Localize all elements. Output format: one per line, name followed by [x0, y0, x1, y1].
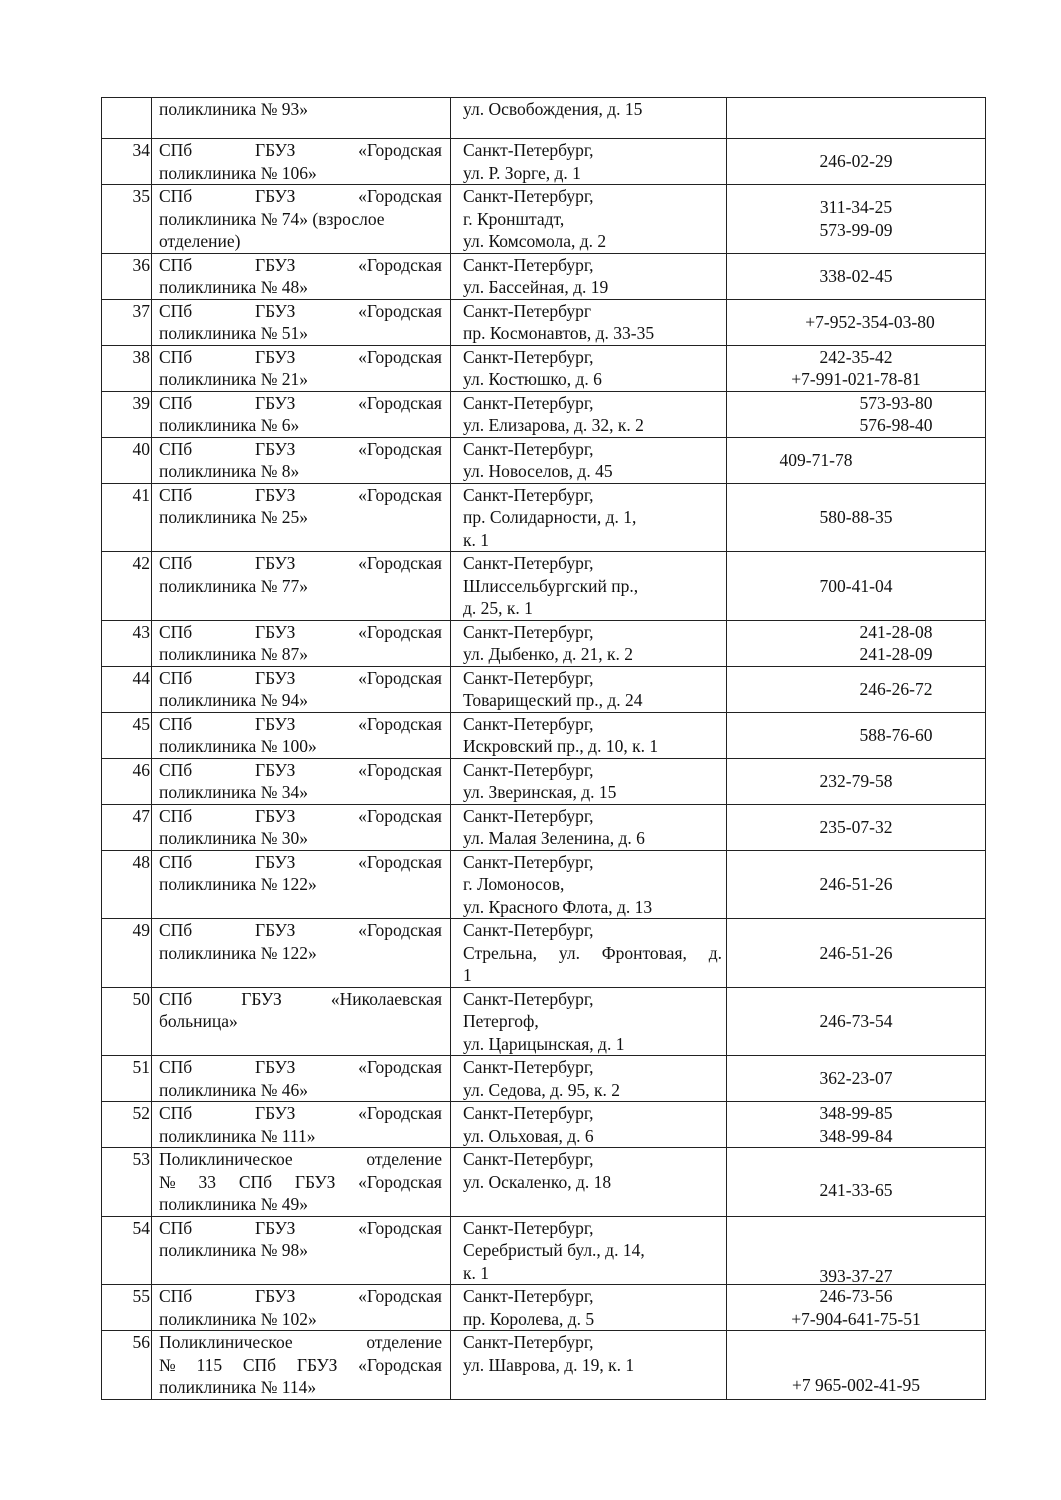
phone-numbers [727, 1216, 986, 1285]
address [451, 345, 727, 391]
row-number: 56 [102, 1331, 152, 1400]
phone-numbers [727, 620, 986, 666]
address [451, 1331, 727, 1400]
phone-number: 588-76-60 [859, 724, 933, 745]
address-line: к. 1 [463, 529, 490, 550]
table-row [102, 1102, 986, 1148]
institution-name [152, 666, 451, 712]
row-number: 53 [102, 1148, 152, 1217]
phone-numbers [727, 345, 986, 391]
row-number: 34 [102, 139, 152, 185]
phone-numbers [727, 1285, 986, 1331]
institution-name-line: Поликлиническое отделение [159, 1332, 442, 1352]
phone-number: 246-73-54 [819, 1011, 893, 1031]
phone-number: 241-28-09 [859, 644, 933, 664]
institution-name-line: поликлиника № 51» [159, 323, 309, 343]
institution-name-line: СПб ГБУЗ «Городская [159, 805, 442, 826]
institution-name [152, 712, 451, 758]
institution-name-line: поликлиника № 122» [159, 942, 317, 963]
institution-name-line: СПб ГБУЗ «Городская [159, 621, 442, 642]
address-line: Санкт-Петербург, [463, 1103, 594, 1123]
institution-name-line: больница» [159, 1011, 238, 1031]
address [451, 1285, 727, 1331]
institution-name-line: поликлиника № 93» [159, 99, 309, 119]
phone-number: 700-41-04 [819, 575, 893, 596]
address-line: к. 1 [463, 1262, 490, 1283]
institution-name-line: СПб ГБУЗ «Городская [159, 484, 442, 505]
institution-name-line: Поликлиническое отделение [159, 1149, 442, 1169]
address-line: ул. Шаврова, д. 19, к. 1 [463, 1354, 635, 1375]
address-line: Санкт-Петербург, [463, 484, 594, 505]
phone-number: 246-26-72 [859, 678, 933, 699]
phone-numbers [727, 987, 986, 1056]
row-number: 47 [102, 804, 152, 850]
address-line: ул. Дыбенко, д. 21, к. 2 [463, 644, 633, 664]
institution-name-line: СПб ГБУЗ «Городская [159, 346, 442, 367]
institution-name-line: поликлиника № 48» [159, 277, 309, 297]
institution-name-line: СПб ГБУЗ «Городская [159, 1103, 442, 1123]
address [451, 185, 727, 254]
institution-name [152, 1056, 451, 1102]
institution-name-line: поликлиника № 100» [159, 736, 317, 756]
address-line: Санкт-Петербург, [463, 1217, 594, 1238]
phone-number: 241-33-65 [819, 1179, 893, 1200]
address-line: ул. Зверинская, д. 15 [463, 782, 617, 802]
address-line: Санкт-Петербург, [463, 254, 594, 275]
address-line: г. Кронштадт, [463, 208, 565, 229]
address-line: Санкт-Петербург, [463, 392, 594, 413]
table-row [102, 98, 986, 139]
address-line: Петергоф, [463, 1011, 539, 1031]
address-line: 1 [463, 965, 472, 985]
row-number: 38 [102, 345, 152, 391]
address-line: ул. Р. Зорге, д. 1 [463, 162, 581, 183]
institution-name-line: поликлиника № 74» (взрослое [159, 208, 385, 229]
address [451, 919, 727, 988]
address-line: ул. Елизарова, д. 32, к. 2 [463, 415, 644, 435]
table-row [102, 919, 986, 988]
clinics-table [101, 97, 986, 1400]
phone-number: 362-23-07 [819, 1068, 893, 1089]
address-line: ул. Освобождения, д. 15 [463, 99, 643, 119]
address-line: ул. Комсомола, д. 2 [463, 231, 607, 251]
address-line: Санкт-Петербург, [463, 1057, 594, 1077]
table-row [102, 253, 986, 299]
row-number: 42 [102, 552, 152, 621]
address [451, 98, 727, 139]
institution-name-line: поликлиника № 114» [159, 1377, 317, 1397]
institution-name [152, 299, 451, 345]
institution-name-line: поликлиника № 8» [159, 461, 300, 481]
institution-name-line: СПб ГБУЗ «Городская [159, 300, 442, 321]
address-line: Стрельна, ул. Фронтовая, д. [463, 942, 722, 963]
table-row [102, 666, 986, 712]
address [451, 712, 727, 758]
table-row [102, 758, 986, 804]
address [451, 1102, 727, 1148]
institution-name [152, 391, 451, 437]
address [451, 620, 727, 666]
clinics-table-body [102, 98, 986, 1400]
phone-number: 311-34-25 [819, 197, 893, 218]
institution-name [152, 437, 451, 483]
address-line: пр. Космонавтов, д. 33-35 [463, 323, 655, 343]
address [451, 666, 727, 712]
institution-name [152, 253, 451, 299]
institution-name [152, 1285, 451, 1331]
institution-name-line: поликлиника № 46» [159, 1079, 309, 1100]
institution-name [152, 1216, 451, 1285]
institution-name-line: поликлиника № 102» [159, 1308, 317, 1329]
institution-name-line: отделение) [159, 231, 241, 251]
table-row [102, 712, 986, 758]
table-row [102, 620, 986, 666]
phone-number: 232-79-58 [819, 770, 893, 791]
institution-name-line: СПб ГБУЗ «Городская [159, 438, 442, 459]
institution-name-line: СПб ГБУЗ «Городская [159, 1217, 442, 1238]
phone-number: 348-99-84 [819, 1125, 893, 1146]
phone-numbers [727, 1331, 986, 1400]
institution-name-line: поликлиника № 34» [159, 782, 309, 802]
phone-numbers [727, 437, 986, 483]
table-row [102, 552, 986, 621]
address [451, 850, 727, 919]
institution-name [152, 850, 451, 919]
address [451, 139, 727, 185]
phone-number: 246-73-56 [819, 1286, 893, 1306]
phone-numbers [727, 552, 986, 621]
institution-name-line: поликлиника № 122» [159, 874, 317, 894]
phone-number: 576-98-40 [859, 415, 933, 435]
address-line: пр. Королева, д. 5 [463, 1308, 595, 1329]
address-line: Санкт-Петербург, [463, 186, 594, 206]
institution-name-line: СПб ГБУЗ «Николаевская [159, 988, 442, 1009]
row-number: 44 [102, 666, 152, 712]
institution-name-line: СПб ГБУЗ «Городская [159, 254, 442, 275]
phone-numbers [727, 1102, 986, 1148]
table-row [102, 804, 986, 850]
institution-name-line: СПб ГБУЗ «Городская [159, 140, 442, 160]
table-row [102, 1056, 986, 1102]
row-number: 51 [102, 1056, 152, 1102]
row-number: 43 [102, 620, 152, 666]
phone-number: +7-952-354-03-80 [805, 311, 935, 332]
row-number: 39 [102, 391, 152, 437]
table-row [102, 483, 986, 552]
phone-number: 338-02-45 [819, 265, 893, 286]
institution-name-line: СПб ГБУЗ «Городская [159, 186, 442, 206]
phone-number: 580-88-35 [819, 507, 893, 527]
institution-name-line: поликлиника № 98» [159, 1240, 309, 1260]
institution-name-line: поликлиника № 106» [159, 162, 317, 183]
row-number: 46 [102, 758, 152, 804]
address [451, 552, 727, 621]
address-line: Санкт-Петербург, [463, 805, 594, 826]
address-line: ул. Новоселов, д. 45 [463, 461, 613, 481]
institution-name [152, 98, 451, 139]
table-row [102, 1148, 986, 1217]
address-line: д. 25, к. 1 [463, 598, 533, 618]
address-line: Санкт-Петербург, [463, 553, 594, 573]
phone-number: 246-02-29 [819, 151, 893, 172]
phone-number: 241-28-08 [859, 621, 933, 642]
table-row [102, 1331, 986, 1400]
institution-name [152, 1331, 451, 1400]
phone-number: 573-99-09 [819, 219, 893, 240]
address-line: Искровский пр., д. 10, к. 1 [463, 736, 659, 756]
institution-name-line: СПб ГБУЗ «Городская [159, 667, 442, 688]
institution-name [152, 552, 451, 621]
address-line: Санкт-Петербург, [463, 713, 594, 734]
address [451, 1216, 727, 1285]
address-line: ул. Седова, д. 95, к. 2 [463, 1079, 620, 1100]
phone-numbers [727, 483, 986, 552]
institution-name-line: поликлиника № 94» [159, 690, 309, 710]
institution-name-line: поликлиника № 21» [159, 369, 309, 389]
address [451, 758, 727, 804]
institution-name-line: СПб ГБУЗ «Городская [159, 553, 442, 573]
row-number [102, 98, 152, 139]
address-line: Санкт-Петербург, [463, 346, 594, 367]
institution-name [152, 139, 451, 185]
address [451, 804, 727, 850]
address-line: Санкт-Петербург, [463, 140, 594, 160]
institution-name-line: поликлиника № 77» [159, 575, 309, 596]
address-line: Шлиссельбургский пр., [463, 575, 639, 596]
phone-number: +7-991-021-78-81 [791, 369, 921, 389]
address-line: Санкт-Петербург, [463, 1332, 594, 1352]
address-line: ул. Бассейная, д. 19 [463, 277, 609, 297]
address-line: пр. Солидарности, д. 1, [463, 507, 637, 527]
address-line: Серебристый бул., д. 14, [463, 1240, 645, 1260]
table-row [102, 185, 986, 254]
institution-name-line: поликлиника № 6» [159, 415, 300, 435]
phone-numbers [727, 919, 986, 988]
address [451, 1056, 727, 1102]
institution-name [152, 758, 451, 804]
address-line: Санкт-Петербург, [463, 1286, 594, 1306]
row-number: 54 [102, 1216, 152, 1285]
address [451, 391, 727, 437]
phone-numbers [727, 185, 986, 254]
institution-name-line: СПб ГБУЗ «Городская [159, 392, 442, 413]
phone-number: +7 965-002-41-95 [792, 1374, 920, 1395]
address-line: ул. Царицынская, д. 1 [463, 1033, 625, 1054]
phone-numbers [727, 850, 986, 919]
address-line: Санкт-Петербург, [463, 667, 594, 688]
address [451, 987, 727, 1056]
address-line: Товарищеский пр., д. 24 [463, 690, 643, 710]
institution-name [152, 483, 451, 552]
institution-name [152, 987, 451, 1056]
institution-name [152, 804, 451, 850]
phone-number: 246-51-26 [819, 942, 893, 963]
institution-name-line: № 115 СПб ГБУЗ «Городская [159, 1354, 442, 1375]
address [451, 253, 727, 299]
institution-name [152, 345, 451, 391]
table-row [102, 1216, 986, 1285]
table-row [102, 437, 986, 483]
institution-name-line: СПб ГБУЗ «Городская [159, 1057, 442, 1077]
row-number: 37 [102, 299, 152, 345]
institution-name [152, 185, 451, 254]
row-number: 45 [102, 712, 152, 758]
phone-number: 393-37-27 [819, 1266, 893, 1286]
row-number: 41 [102, 483, 152, 552]
row-number: 52 [102, 1102, 152, 1148]
table-row [102, 299, 986, 345]
address-line: Санкт-Петербург [463, 300, 592, 321]
institution-name-line: поликлиника № 25» [159, 507, 309, 527]
institution-name [152, 919, 451, 988]
phone-numbers [727, 299, 986, 345]
address [451, 437, 727, 483]
phone-number: 242-35-42 [819, 346, 893, 367]
institution-name-line: СПб ГБУЗ «Городская [159, 713, 442, 734]
phone-numbers [727, 712, 986, 758]
institution-name-line: СПб ГБУЗ «Городская [159, 851, 442, 872]
phone-numbers [727, 804, 986, 850]
address [451, 299, 727, 345]
phone-numbers [727, 391, 986, 437]
table-row [102, 1285, 986, 1331]
institution-name-line: СПб ГБУЗ «Городская [159, 759, 442, 780]
phone-number: 348-99-85 [819, 1103, 893, 1123]
row-number: 55 [102, 1285, 152, 1331]
phone-number: +7-904-641-75-51 [791, 1308, 921, 1329]
institution-name-line: поликлиника № 111» [159, 1125, 316, 1146]
row-number: 50 [102, 987, 152, 1056]
institution-name [152, 1148, 451, 1217]
phone-numbers [727, 98, 986, 139]
institution-name-line: поликлиника № 49» [159, 1194, 309, 1214]
table-row [102, 850, 986, 919]
phone-number: 409-71-78 [779, 449, 853, 470]
phone-numbers [727, 758, 986, 804]
institution-name-line: СПб ГБУЗ «Городская [159, 920, 442, 940]
table-row [102, 391, 986, 437]
table-row [102, 987, 986, 1056]
row-number: 49 [102, 919, 152, 988]
phone-number: 235-07-32 [819, 816, 893, 837]
phone-numbers [727, 253, 986, 299]
address-line: г. Ломоносов, [463, 874, 565, 894]
address-line: Санкт-Петербург, [463, 851, 594, 872]
address-line: ул. Красного Флота, д. 13 [463, 896, 653, 917]
row-number: 36 [102, 253, 152, 299]
institution-name-line: поликлиника № 87» [159, 644, 309, 664]
institution-name [152, 620, 451, 666]
institution-name [152, 1102, 451, 1148]
institution-name-line: СПб ГБУЗ «Городская [159, 1286, 442, 1306]
phone-numbers [727, 666, 986, 712]
row-number: 48 [102, 850, 152, 919]
phone-numbers [727, 139, 986, 185]
row-number: 40 [102, 437, 152, 483]
phone-number: 246-51-26 [819, 874, 893, 894]
address-line: Санкт-Петербург, [463, 988, 594, 1009]
table-row [102, 345, 986, 391]
address-line: ул. Оскаленко, д. 18 [463, 1171, 612, 1192]
table-row [102, 139, 986, 185]
address-line: ул. Ольховая, д. 6 [463, 1125, 594, 1146]
address-line: ул. Малая Зеленина, д. 6 [463, 828, 645, 848]
phone-numbers [727, 1056, 986, 1102]
address [451, 1148, 727, 1217]
address-line: Санкт-Петербург, [463, 621, 594, 642]
address-line: ул. Костюшко, д. 6 [463, 369, 602, 389]
address-line: Санкт-Петербург, [463, 920, 594, 940]
row-number: 35 [102, 185, 152, 254]
address-line: Санкт-Петербург, [463, 759, 594, 780]
phone-numbers [727, 1148, 986, 1217]
phone-number: 573-93-80 [859, 392, 933, 413]
address-line: Санкт-Петербург, [463, 438, 594, 459]
address [451, 483, 727, 552]
institution-name-line: поликлиника № 30» [159, 828, 309, 848]
address-line: Санкт-Петербург, [463, 1149, 594, 1169]
institution-name-line: № 33 СПб ГБУЗ «Городская [159, 1171, 442, 1192]
